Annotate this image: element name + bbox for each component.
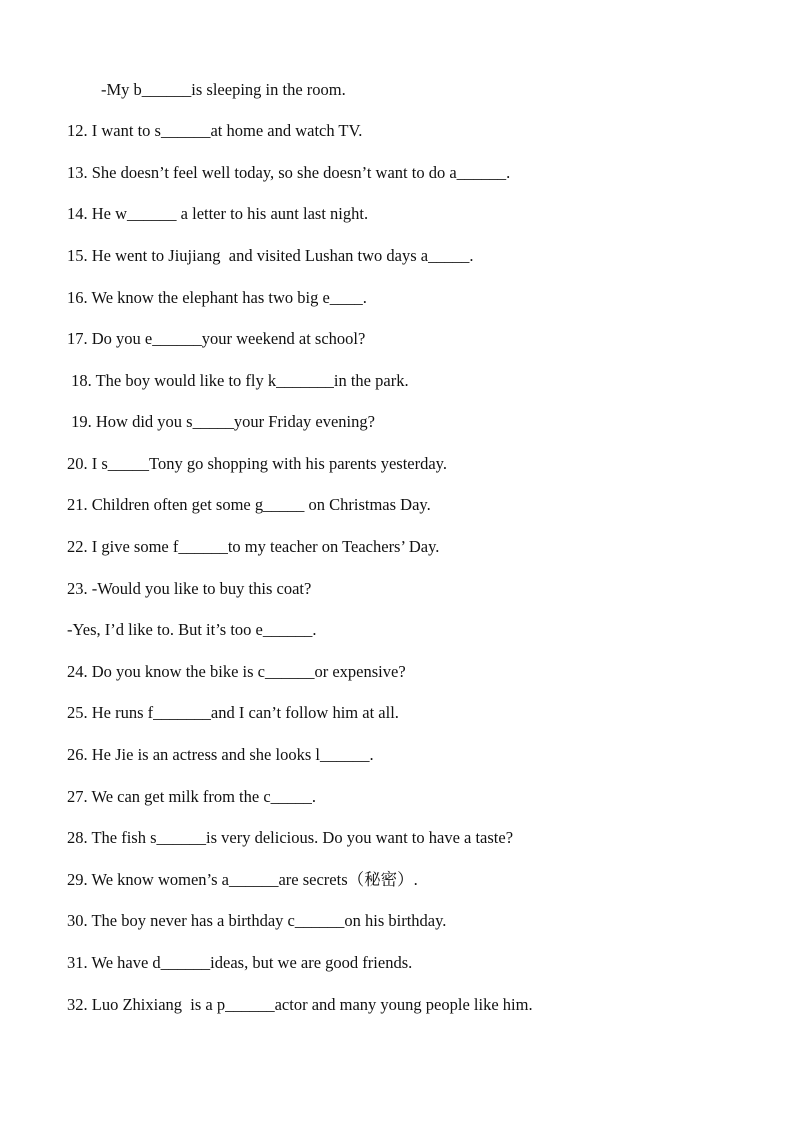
exercise-line-20: 20. I s_____Tony go shopping with his parents yesterday. — [67, 454, 447, 473]
exercise-line-19: 19. How did you s_____your Friday evening? — [67, 412, 375, 431]
exercise-line-12: 12. I want to s______at home and watch TV. — [67, 121, 363, 140]
exercise-line-23-answer: -Yes, I’d like to. But it’s too e______. — [67, 620, 317, 639]
exercise-line-30: 30. The boy never has a birthday c______on his birthday. — [67, 911, 447, 930]
exercise-line-26: 26. He Jie is an actress and she looks l______. — [67, 745, 374, 764]
exercise-line-18: 18. The boy would like to fly k_______in the park. — [67, 371, 409, 390]
exercise-line-29: 29. We know women’s a______are secrets（秘密）. — [67, 870, 418, 889]
exercise-line-28: 28. The fish s______is very delicious. Do you want to have a taste? — [67, 828, 514, 847]
exercise-line-11-continuation: -My b______is sleeping in the room. — [101, 80, 346, 99]
exercise-line-27: 27. We can get milk from the c_____. — [67, 787, 317, 806]
exercise-line-16: 16. We know the elephant has two big e____. — [67, 288, 367, 307]
exercise-line-22: 22. I give some f______to my teacher on Teachers’ Day. — [67, 537, 440, 556]
exercise-line-21: 21. Children often get some g_____ on Christmas Day. — [67, 495, 431, 514]
exercise-line-23-question: 23. -Would you like to buy this coat? — [67, 579, 312, 598]
exercise-line-17: 17. Do you e______your weekend at school? — [67, 329, 366, 348]
exercise-line-25: 25. He runs f_______and I can’t follow him at all. — [67, 703, 399, 722]
exercise-line-32: 32. Luo Zhixiang is a p______actor and many young people like him. — [67, 995, 533, 1014]
exercise-line-13: 13. She doesn’t feel well today, so she doesn’t want to do a______. — [67, 163, 511, 182]
exercise-line-31: 31. We have d______ideas, but we are good friends. — [67, 953, 413, 972]
exercise-line-15: 15. He went to Jiujiang and visited Lushan two days a_____. — [67, 246, 474, 265]
exercise-line-24: 24. Do you know the bike is c______or expensive? — [67, 662, 406, 681]
exercise-line-14: 14. He w______ a letter to his aunt last night. — [67, 204, 369, 223]
